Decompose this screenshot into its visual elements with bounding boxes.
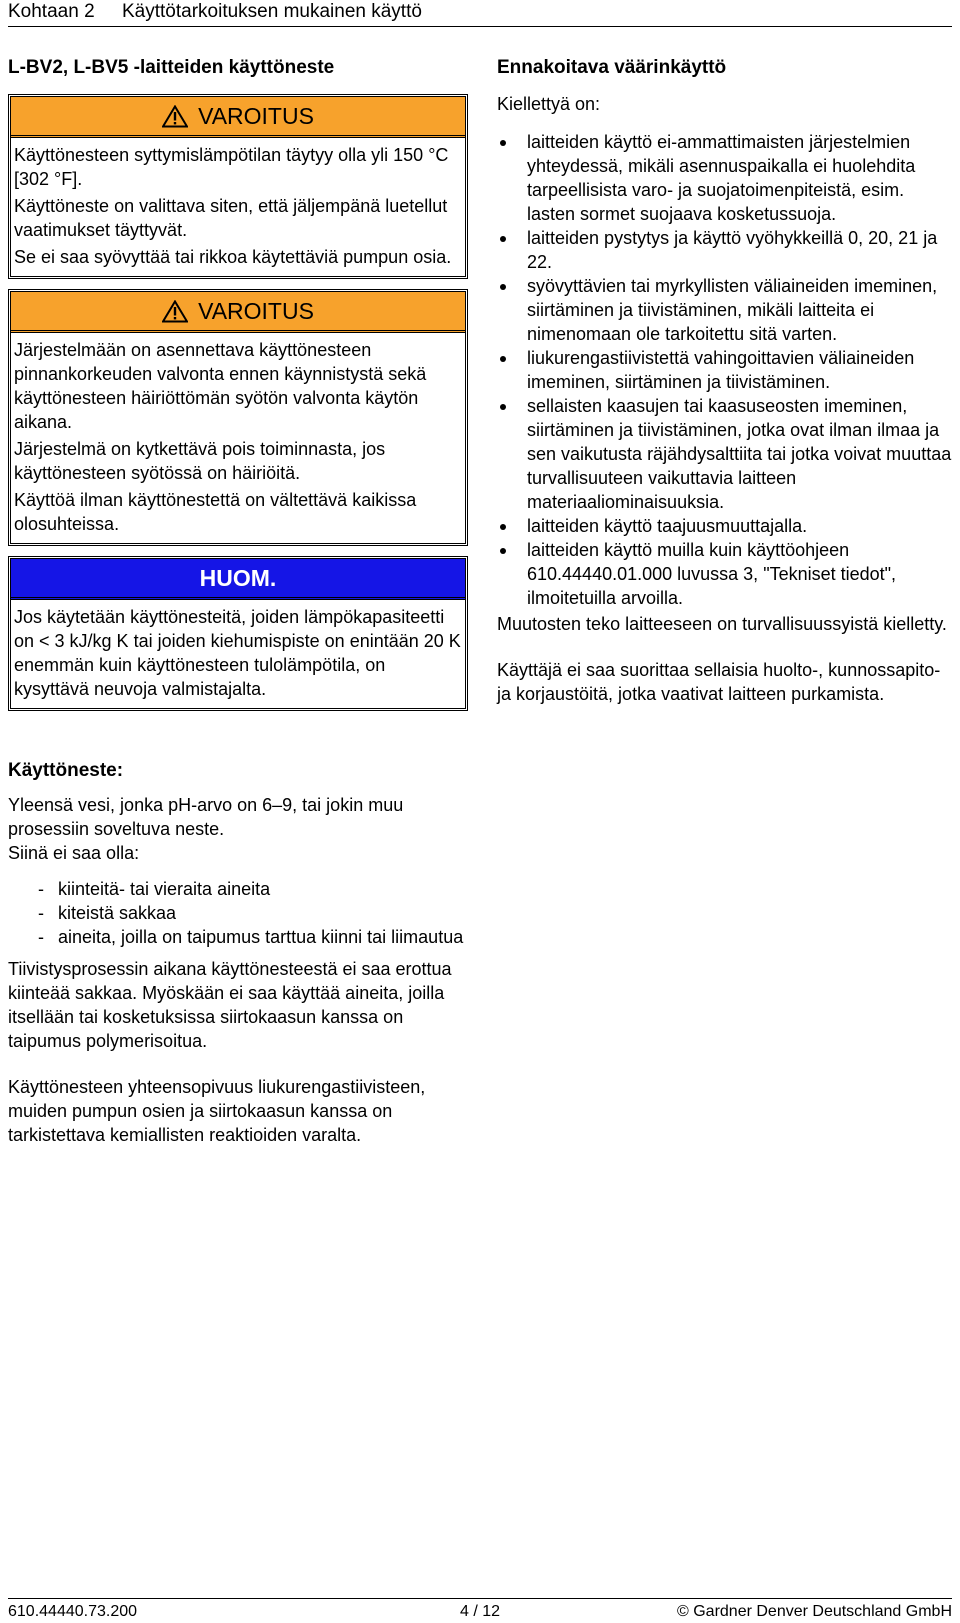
fluid-paragraph: Siinä ei saa olla: [8,843,140,863]
copyright: © Gardner Denver Deutschland GmbH [676,1603,952,1620]
warning-label: VAROITUS [198,297,314,324]
warning-body [11,138,465,276]
chapter-title: Käyttötarkoituksen mukainen käyttö [122,1,422,22]
warning-label: VAROITUS [198,102,314,129]
page-header [8,0,952,27]
fluid-subheading: Käyttöneste: [8,760,124,781]
note-text: Jos käytetään käyttönesteitä, joiden lämpökapasiteetti on < 3 kJ/kg K tai joiden kiehumispiste on enintään 20 K enemmän kuin käyttönesteen tulolämpötila, on kysyttävä neuvoja valmistajalta. [14,607,461,699]
warning-triangle-icon [162,300,188,323]
list-item: - kiinteitä- tai vieraita aineita [8,877,468,901]
section-heading-fluid: L-BV2, L-BV5 -laitteiden käyttöneste [8,57,335,78]
misuse-paragraph: Muutosten teko laitteeseen on turvallisuussyistä kielletty. [497,614,947,634]
list-item: - aineita, joilla on taipumus tarttua kiinni tai liimautua [8,925,468,949]
warning-text: Käyttönesteen syttymislämpötilan täytyy olla yli 150 °C [302 °F]. [14,145,449,189]
warning-text: Järjestelmä on kytkettävä pois toiminnasta, jos käyttönesteen syötössä on häiriöitä. [14,439,386,483]
fluid-paragraph: Tiivistysprosessin aikana käyttönesteestä ei saa erottua kiinteää sakkaa. Myöskään ei saa käyttää aineita, joilla itsellään tai kosketuksissa siirtokaasun kanssa on taipumus polymerisoitua. [8,959,452,1051]
warning-text: Käyttöä ilman käyttönestettä on vältettävä kaikissa olosuhteissa. [14,490,417,534]
warning-box-2 [8,289,468,546]
list-item: liukurengastiivistettä vahingoittavien väliaineiden imeminen, siirtäminen ja tiivistäminen. [497,346,952,394]
misuse-intro: Kiellettyä on: [497,94,601,114]
list-item: syövyttävien tai myrkyllisten väliaineiden imeminen, siirtäminen ja tiivistäminen, mikäli laitteita ei nimenomaan ole tarkoitettu sitä varten. [497,274,952,346]
warning-box-1 [8,94,468,279]
warning-triangle-icon [162,105,188,128]
warning-text: Se ei saa syövyttää tai rikkoa käytettäviä pumpun osia. [14,247,452,267]
list-item: sellaisten kaasujen tai kaasuseosten imeminen, siirtäminen ja tiivistäminen, jotka ovat ilman ilmaa ja sen vaikutusta räjähdysalttiita tai jotka voivat muuttaa turvallisuuteen vaikuttavia laitteen materiaaliominaisuuksia. [497,394,952,514]
note-label: HUOM. [199,564,277,591]
misuse-list [497,130,952,610]
fluid-paragraph: Yleensä vesi, jonka pH-arvo on 6–9, tai jokin muu prosessiin soveltuva neste. [8,795,404,839]
list-item: laitteiden käyttö taajuusmuuttajalla. [497,514,952,538]
warning-header [11,292,465,333]
page-footer [8,1598,952,1623]
note-box [8,556,468,711]
section-heading-misuse: Ennakoitava väärinkäyttö [497,57,727,78]
warning-header [11,97,465,138]
list-item: laitteiden käyttö muilla kuin käyttöohjeen 610.44440.01.000 luvussa 3, "Tekniset tiedot", ilmoitetuilla arvoilla. [497,538,952,610]
note-header [11,559,465,600]
warning-body [11,333,465,543]
list-item: laitteiden pystytys ja käyttö vyöhykkeillä 0, 20, 21 ja 22. [497,226,952,274]
list-item: laitteiden käyttö ei-ammattimaisten järjestelmien yhteydessä, mikäli asennuspaikalla ei huolehdita tarpeellisista varo- ja suojatoimenpiteistä, esim. lasten sormet suojaava kosketussuoja. [497,130,952,226]
warning-text: Järjestelmään on asennettava käyttönesteen pinnankorkeuden valvonta ennen käynnistystä sekä käyttönesteen häiriöttömän syötön valvonta käytön aikana. [14,340,427,432]
warning-text: Käyttöneste on valittava siten, että jäljempänä luetellut vaatimukset täyttyvät. [14,196,448,240]
fluid-exclusion-list [8,877,468,949]
list-item: - kiteistä sakkaa [8,901,468,925]
doc-number: 610.44440.73.200 [8,1603,138,1620]
note-body [11,600,465,708]
misuse-paragraph: Käyttäjä ei saa suorittaa sellaisia huolto-, kunnossapito- ja korjaustöitä, jotka vaativat laitteen purkamista. [497,660,941,704]
page-number: 4 / 12 [460,1603,501,1620]
chapter-label: Kohtaan 2 [8,1,95,22]
fluid-paragraph: Käyttönesteen yhteensopivuus liukurengastiivisteen, muiden pumpun osien ja siirtokaasun kanssa on tarkistettava kemiallisten reaktioiden varalta. [8,1077,426,1145]
left-column [8,56,468,1147]
right-column [497,56,952,706]
